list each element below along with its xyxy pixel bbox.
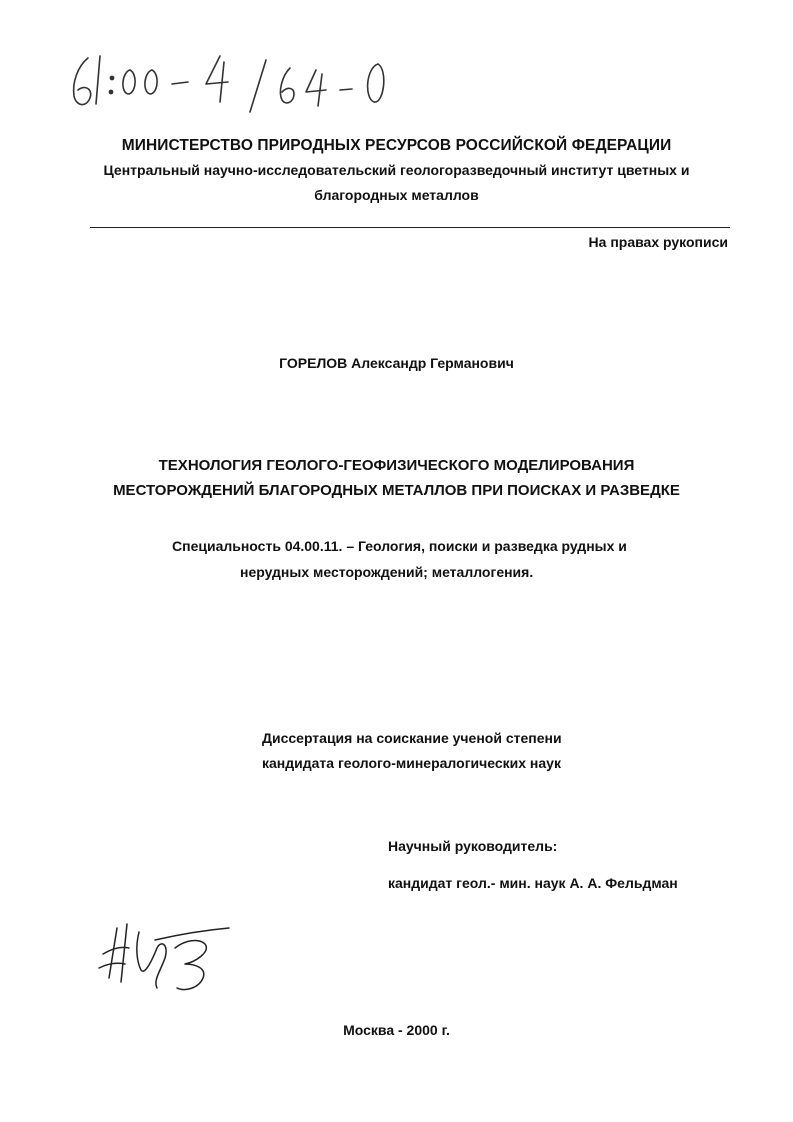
ministry-title: МИНИСТЕРСТВО ПРИРОДНЫХ РЕСУРСОВ РОССИЙСКОЙ ФЕДЕРАЦИИ bbox=[121, 137, 672, 154]
author-name: ГОРЕЛОВ Александр Германович bbox=[279, 355, 514, 371]
specialty-line2: нерудных месторождений; металлогения. bbox=[240, 564, 534, 580]
city-year: Москва - 2000 г. bbox=[343, 1022, 450, 1038]
signature bbox=[95, 918, 235, 998]
dissertation-title-line2: МЕСТОРОЖДЕНИЙ БЛАГОРОДНЫХ МЕТАЛЛОВ ПРИ ПОИСКАХ И РАЗВЕДКЕ bbox=[113, 482, 680, 499]
supervisor-name: кандидат геол.- мин. наук А. А. Фельдман bbox=[388, 875, 678, 891]
specialty-line1: Специальность 04.00.11. – Геология, поиски и разведка рудных и bbox=[172, 538, 627, 554]
supervisor-label: Научный руководитель: bbox=[388, 838, 558, 854]
rights-note: На правах рукописи bbox=[588, 234, 728, 250]
institute-name-line2: благородных металлов bbox=[314, 187, 479, 203]
degree-statement-line1: Диссертация на соискание ученой степени bbox=[262, 730, 562, 746]
header-divider bbox=[90, 227, 730, 228]
dissertation-title-line1: ТЕХНОЛОГИЯ ГЕОЛОГО-ГЕОФИЗИЧЕСКОГО МОДЕЛИРОВАНИЯ bbox=[158, 457, 635, 474]
institute-name-line1: Центральный научно-исследовательский геологоразведочный институт цветных и bbox=[103, 162, 690, 178]
handwritten-archive-code bbox=[60, 48, 400, 128]
degree-statement-line2: кандидата геолого-минералогических наук bbox=[262, 755, 561, 771]
